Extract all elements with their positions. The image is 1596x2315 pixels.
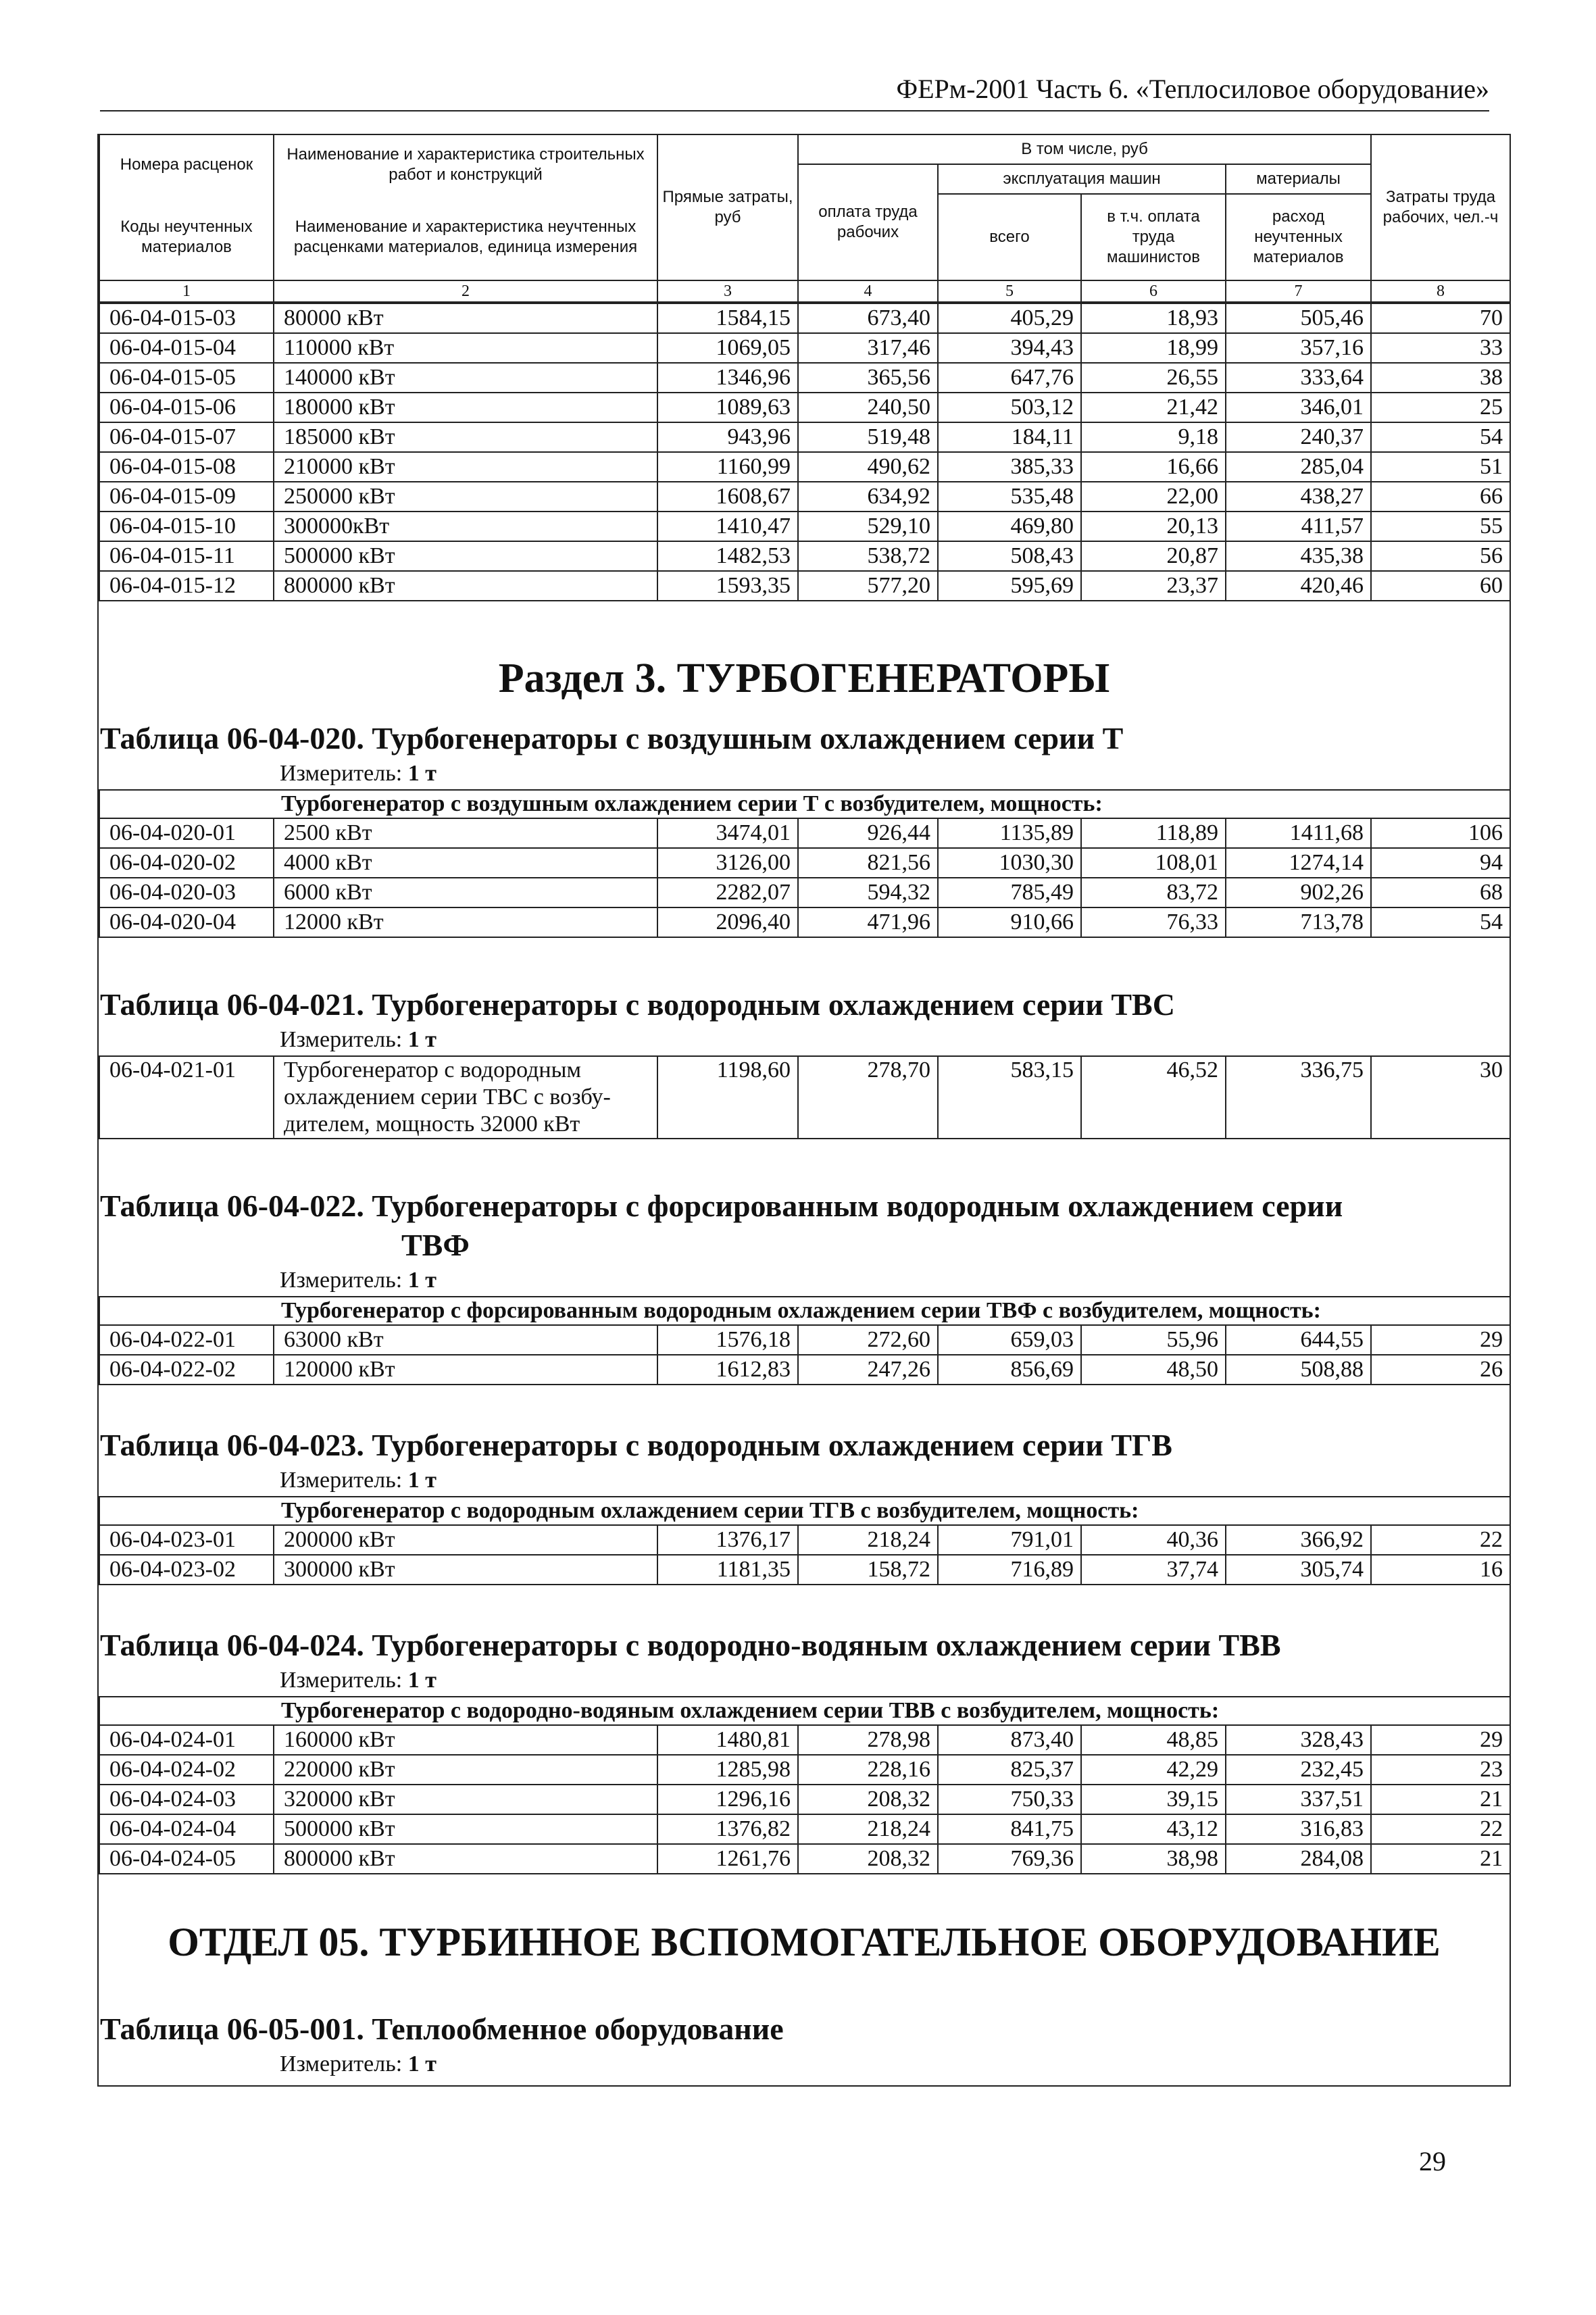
material-consumption-cell: 284,08	[1226, 1844, 1371, 1874]
table-title-020: Таблица 06-04-020. Турбогенераторы с воздушным охлаждением серии Т	[100, 721, 1124, 755]
rate-code-cell: 06-04-015-07	[99, 422, 274, 452]
material-consumption-cell: 337,51	[1226, 1785, 1371, 1814]
header-machines-total: всего	[938, 194, 1081, 280]
labor-hours-cell: 68	[1371, 878, 1510, 907]
direct-costs-cell: 3126,00	[657, 848, 798, 878]
table-022	[99, 1296, 1511, 1385]
machinists-pay-cell: 38,98	[1081, 1844, 1226, 1874]
table-row	[99, 363, 1510, 393]
item-name-cell: 6000 кВт	[274, 878, 657, 907]
machines-total-cell: 394,43	[938, 333, 1081, 363]
machinists-pay-cell: 26,55	[1081, 363, 1226, 393]
material-consumption-cell: 420,46	[1226, 571, 1371, 601]
labor-hours-cell: 33	[1371, 333, 1510, 363]
measure-unit: Измеритель: 1 т	[280, 1268, 437, 1293]
table-row	[99, 422, 1510, 452]
worker-pay-cell: 272,60	[798, 1325, 938, 1355]
machinists-pay-cell: 21,42	[1081, 393, 1226, 422]
table-row	[99, 1056, 1510, 1139]
machines-total-cell: 910,66	[938, 907, 1081, 937]
item-name-cell: 80000 кВт	[274, 303, 657, 333]
worker-pay-cell: 218,24	[798, 1525, 938, 1555]
header-material-codes: Коды неучтенных материалов	[99, 194, 274, 280]
machines-total-cell: 508,43	[938, 541, 1081, 571]
rate-code-cell: 06-04-022-02	[99, 1355, 274, 1385]
rate-code-cell: 06-04-024-05	[99, 1844, 274, 1874]
machines-total-cell: 873,40	[938, 1725, 1081, 1755]
machines-total-cell: 184,11	[938, 422, 1081, 452]
rate-code-cell: 06-04-015-11	[99, 541, 274, 571]
worker-pay-cell: 594,32	[798, 878, 938, 907]
direct-costs-cell: 1346,96	[657, 363, 798, 393]
item-name-cell: 185000 кВт	[274, 422, 657, 452]
rate-code-cell: 06-04-020-02	[99, 848, 274, 878]
direct-costs-cell: 3474,01	[657, 818, 798, 848]
rate-code-cell: 06-04-023-02	[99, 1555, 274, 1585]
material-consumption-cell: 357,16	[1226, 333, 1371, 363]
material-consumption-cell: 1274,14	[1226, 848, 1371, 878]
labor-hours-cell: 21	[1371, 1844, 1510, 1874]
machines-total-cell: 503,12	[938, 393, 1081, 422]
labor-hours-cell: 51	[1371, 452, 1510, 482]
machines-total-cell: 841,75	[938, 1814, 1081, 1844]
table-row	[99, 571, 1510, 601]
labor-hours-cell: 55	[1371, 512, 1510, 541]
direct-costs-cell: 1576,18	[657, 1325, 798, 1355]
worker-pay-cell: 634,92	[798, 482, 938, 512]
labor-hours-cell: 106	[1371, 818, 1510, 848]
column-number: 7	[1226, 280, 1371, 302]
labor-hours-cell: 21	[1371, 1785, 1510, 1814]
table-row	[99, 393, 1510, 422]
machinists-pay-cell: 83,72	[1081, 878, 1226, 907]
labor-hours-cell: 54	[1371, 422, 1510, 452]
table-row	[99, 1755, 1510, 1785]
machines-total-cell: 583,15	[938, 1056, 1081, 1139]
machines-total-cell: 469,80	[938, 512, 1081, 541]
rate-code-cell: 06-04-015-09	[99, 482, 274, 512]
labor-hours-cell: 70	[1371, 303, 1510, 333]
rate-code-cell: 06-04-023-01	[99, 1525, 274, 1555]
table-row	[99, 1814, 1510, 1844]
material-consumption-cell: 902,26	[1226, 878, 1371, 907]
rate-code-cell: 06-04-024-03	[99, 1785, 274, 1814]
item-name-cell: 120000 кВт	[274, 1355, 657, 1385]
item-name-cell: 800000 кВт	[274, 1844, 657, 1874]
direct-costs-cell: 1181,35	[657, 1555, 798, 1585]
machines-total-cell: 716,89	[938, 1555, 1081, 1585]
direct-costs-cell: 1198,60	[657, 1056, 798, 1139]
machinists-pay-cell: 18,93	[1081, 303, 1226, 333]
column-number: 8	[1371, 280, 1510, 302]
table-row	[99, 1785, 1510, 1814]
measure-unit: Измеритель: 1 т	[280, 1468, 437, 1493]
direct-costs-cell: 1069,05	[657, 333, 798, 363]
column-header-table	[99, 134, 1511, 303]
rate-code-cell: 06-04-022-01	[99, 1325, 274, 1355]
item-name-cell: 140000 кВт	[274, 363, 657, 393]
worker-pay-cell: 471,96	[798, 907, 938, 937]
machinists-pay-cell: 118,89	[1081, 818, 1226, 848]
labor-hours-cell: 60	[1371, 571, 1510, 601]
machinists-pay-cell: 16,66	[1081, 452, 1226, 482]
rate-code-cell: 06-04-024-02	[99, 1755, 274, 1785]
item-name-cell: 320000 кВт	[274, 1785, 657, 1814]
machines-total-cell: 825,37	[938, 1755, 1081, 1785]
direct-costs-cell: 1584,15	[657, 303, 798, 333]
rate-code-cell: 06-04-015-08	[99, 452, 274, 482]
column-number: 4	[798, 280, 938, 302]
table-row	[99, 1525, 1510, 1555]
column-number: 5	[938, 280, 1081, 302]
header-material-consumption: расход неучтенных материалов	[1226, 194, 1371, 280]
material-consumption-cell: 508,88	[1226, 1355, 1371, 1385]
direct-costs-cell: 1480,81	[657, 1725, 798, 1755]
machines-total-cell: 385,33	[938, 452, 1081, 482]
material-consumption-cell: 713,78	[1226, 907, 1371, 937]
worker-pay-cell: 208,32	[798, 1785, 938, 1814]
item-name-cell: 300000кВт	[274, 512, 657, 541]
machines-total-cell: 856,69	[938, 1355, 1081, 1385]
machinists-pay-cell: 76,33	[1081, 907, 1226, 937]
material-consumption-cell: 346,01	[1226, 393, 1371, 422]
header-labor-hours: Затраты труда рабочих, чел.-ч	[1371, 134, 1510, 280]
department-title: ОТДЕЛ 05. ТУРБИННОЕ ВСПОМОГАТЕЛЬНОЕ ОБОРУДОВАНИЕ	[168, 1920, 1441, 1964]
worker-pay-cell: 240,50	[798, 393, 938, 422]
column-number: 2	[274, 280, 657, 302]
labor-hours-cell: 38	[1371, 363, 1510, 393]
material-consumption-cell: 435,38	[1226, 541, 1371, 571]
worker-pay-cell: 317,46	[798, 333, 938, 363]
direct-costs-cell: 2096,40	[657, 907, 798, 937]
worker-pay-cell: 278,70	[798, 1056, 938, 1139]
machinists-pay-cell: 37,74	[1081, 1555, 1226, 1585]
table-title-023: Таблица 06-04-023. Турбогенераторы с водородным охлаждением серии ТГВ	[100, 1428, 1172, 1462]
rate-code-cell: 06-04-015-04	[99, 333, 274, 363]
machinists-pay-cell: 23,37	[1081, 571, 1226, 601]
worker-pay-cell: 577,20	[798, 571, 938, 601]
material-consumption-cell: 232,45	[1226, 1755, 1371, 1785]
table-row	[99, 482, 1510, 512]
item-name-cell: 210000 кВт	[274, 452, 657, 482]
column-number-row	[99, 280, 1510, 302]
labor-hours-cell: 29	[1371, 1725, 1510, 1755]
rate-code-cell: 06-04-015-06	[99, 393, 274, 422]
machinists-pay-cell: 9,18	[1081, 422, 1226, 452]
header-materials: материалы	[1226, 164, 1371, 194]
labor-hours-cell: 22	[1371, 1814, 1510, 1844]
material-consumption-cell: 316,83	[1226, 1814, 1371, 1844]
header-machinists-pay: в т.ч. оплата труда машинистов	[1081, 194, 1226, 280]
item-name-cell: 110000 кВт	[274, 333, 657, 363]
direct-costs-cell: 1612,83	[657, 1355, 798, 1385]
header-including: В том числе, руб	[798, 134, 1371, 164]
worker-pay-cell: 538,72	[798, 541, 938, 571]
rate-code-cell: 06-04-024-01	[99, 1725, 274, 1755]
labor-hours-cell: 23	[1371, 1755, 1510, 1785]
item-name-cell: 250000 кВт	[274, 482, 657, 512]
direct-costs-cell: 1608,67	[657, 482, 798, 512]
worker-pay-cell: 519,48	[798, 422, 938, 452]
machinists-pay-cell: 43,12	[1081, 1814, 1226, 1844]
table-023	[99, 1496, 1511, 1585]
labor-hours-cell: 30	[1371, 1056, 1510, 1139]
machines-total-cell: 1135,89	[938, 818, 1081, 848]
machinists-pay-cell: 39,15	[1081, 1785, 1226, 1814]
header-rate-number: Номера расценок	[99, 134, 274, 194]
column-number: 1	[99, 280, 274, 302]
rate-code-cell: 06-04-020-01	[99, 818, 274, 848]
subheading-024: Турбогенератор с водородно-водяным охлаждением серии ТВВ с возбудителем, мощность:	[99, 1697, 1510, 1725]
material-consumption-cell: 366,92	[1226, 1525, 1371, 1555]
header-worker-pay: оплата труда рабочих	[798, 164, 938, 280]
labor-hours-cell: 66	[1371, 482, 1510, 512]
machinists-pay-cell: 48,85	[1081, 1725, 1226, 1755]
table-015-rows	[99, 303, 1511, 601]
material-consumption-cell: 285,04	[1226, 452, 1371, 482]
worker-pay-cell: 490,62	[798, 452, 938, 482]
worker-pay-cell: 673,40	[798, 303, 938, 333]
worker-pay-cell: 228,16	[798, 1755, 938, 1785]
direct-costs-cell: 943,96	[657, 422, 798, 452]
worker-pay-cell: 218,24	[798, 1814, 938, 1844]
direct-costs-cell: 1261,76	[657, 1844, 798, 1874]
machinists-pay-cell: 108,01	[1081, 848, 1226, 878]
table-title-022: Таблица 06-04-022. Турбогенераторы с форсированным водородным охлаждением серии ТВФ	[100, 1189, 1343, 1262]
item-name-cell: 63000 кВт	[274, 1325, 657, 1355]
rate-code-cell: 06-04-015-12	[99, 571, 274, 601]
machinists-pay-cell: 42,29	[1081, 1755, 1226, 1785]
item-name-cell: 180000 кВт	[274, 393, 657, 422]
rate-code-cell: 06-04-020-04	[99, 907, 274, 937]
labor-hours-cell: 16	[1371, 1555, 1510, 1585]
labor-hours-cell: 25	[1371, 393, 1510, 422]
material-consumption-cell: 336,75	[1226, 1056, 1371, 1139]
header-machines: эксплуатация машин	[938, 164, 1226, 194]
material-consumption-cell: 505,46	[1226, 303, 1371, 333]
machines-total-cell: 791,01	[938, 1525, 1081, 1555]
item-name-cell: 2500 кВт	[274, 818, 657, 848]
measure-unit: Измеритель: 1 т	[280, 2051, 437, 2076]
worker-pay-cell: 158,72	[798, 1555, 938, 1585]
machines-total-cell: 405,29	[938, 303, 1081, 333]
table-row	[99, 1325, 1510, 1355]
machinists-pay-cell: 55,96	[1081, 1325, 1226, 1355]
table-row	[99, 452, 1510, 482]
labor-hours-cell: 94	[1371, 848, 1510, 878]
table-row	[99, 541, 1510, 571]
table-row	[99, 848, 1510, 878]
machinists-pay-cell: 48,50	[1081, 1355, 1226, 1385]
table-row	[99, 1725, 1510, 1755]
material-consumption-cell: 305,74	[1226, 1555, 1371, 1585]
direct-costs-cell: 2282,07	[657, 878, 798, 907]
machinists-pay-cell: 22,00	[1081, 482, 1226, 512]
worker-pay-cell: 926,44	[798, 818, 938, 848]
item-name-cell: 12000 кВт	[274, 907, 657, 937]
machinists-pay-cell: 40,36	[1081, 1525, 1226, 1555]
table-row	[99, 303, 1510, 333]
material-consumption-cell: 644,55	[1226, 1325, 1371, 1355]
machines-total-cell: 659,03	[938, 1325, 1081, 1355]
rate-code-cell: 06-04-024-04	[99, 1814, 274, 1844]
direct-costs-cell: 1160,99	[657, 452, 798, 482]
worker-pay-cell: 247,26	[798, 1355, 938, 1385]
table-row	[99, 512, 1510, 541]
direct-costs-cell: 1296,16	[657, 1785, 798, 1814]
machines-total-cell: 647,76	[938, 363, 1081, 393]
labor-hours-cell: 22	[1371, 1525, 1510, 1555]
machinists-pay-cell: 18,99	[1081, 333, 1226, 363]
direct-costs-cell: 1285,98	[657, 1755, 798, 1785]
item-name-cell: Турбогенератор с водородным охлаждением серии ТВС с возбу-дителем, мощность 32000 кВт	[274, 1056, 657, 1139]
item-name-cell: 500000 кВт	[274, 1814, 657, 1844]
machines-total-cell: 1030,30	[938, 848, 1081, 878]
worker-pay-cell: 208,32	[798, 1844, 938, 1874]
labor-hours-cell: 29	[1371, 1325, 1510, 1355]
machines-total-cell: 595,69	[938, 571, 1081, 601]
measure-unit: Измеритель: 1 т	[280, 1668, 437, 1693]
page-header: ФЕРм-2001 Часть 6. «Теплосиловое оборудование»	[100, 73, 1489, 111]
machinists-pay-cell: 46,52	[1081, 1056, 1226, 1139]
table-row	[99, 907, 1510, 937]
subheading-022: Турбогенератор с форсированным водородным охлаждением серии ТВФ с возбудителем, мощность:	[99, 1297, 1510, 1325]
machines-total-cell: 785,49	[938, 878, 1081, 907]
machines-total-cell: 769,36	[938, 1844, 1081, 1874]
direct-costs-cell: 1089,63	[657, 393, 798, 422]
direct-costs-cell: 1482,53	[657, 541, 798, 571]
item-name-cell: 200000 кВт	[274, 1525, 657, 1555]
machines-total-cell: 750,33	[938, 1785, 1081, 1814]
table-title-05-001: Таблица 06-05-001. Теплообменное оборудование	[100, 2012, 784, 2046]
section-title: Раздел 3. ТУРБОГЕНЕРАТОРЫ	[498, 655, 1110, 701]
machinists-pay-cell: 20,87	[1081, 541, 1226, 571]
item-name-cell: 300000 кВт	[274, 1555, 657, 1585]
worker-pay-cell: 365,56	[798, 363, 938, 393]
header-material-names: Наименование и характеристика неучтенных расценками материалов, единица измерения	[274, 194, 657, 280]
material-consumption-cell: 411,57	[1226, 512, 1371, 541]
direct-costs-cell: 1593,35	[657, 571, 798, 601]
item-name-cell: 160000 кВт	[274, 1725, 657, 1755]
direct-costs-cell: 1376,82	[657, 1814, 798, 1844]
worker-pay-cell: 278,98	[798, 1725, 938, 1755]
material-consumption-cell: 438,27	[1226, 482, 1371, 512]
page-number: 29	[1419, 2146, 1446, 2176]
worker-pay-cell: 529,10	[798, 512, 938, 541]
table-title-021: Таблица 06-04-021. Турбогенераторы с водородным охлаждением серии ТВС	[100, 987, 1175, 1022]
table-row	[99, 1355, 1510, 1385]
rate-code-cell: 06-04-015-10	[99, 512, 274, 541]
item-name-cell: 4000 кВт	[274, 848, 657, 878]
document-body	[97, 134, 1511, 2087]
table-row	[99, 878, 1510, 907]
table-024	[99, 1696, 1511, 1874]
column-number: 6	[1081, 280, 1226, 302]
item-name-cell: 220000 кВт	[274, 1755, 657, 1785]
labor-hours-cell: 26	[1371, 1355, 1510, 1385]
table-title-024: Таблица 06-04-024. Турбогенераторы с водородно-водяным охлаждением серии ТВВ	[100, 1628, 1281, 1662]
table-021	[99, 1055, 1511, 1139]
machines-total-cell: 535,48	[938, 482, 1081, 512]
measure-unit: Измеритель: 1 т	[280, 1027, 437, 1052]
table-row	[99, 333, 1510, 363]
rate-code-cell: 06-04-020-03	[99, 878, 274, 907]
table-row	[99, 1555, 1510, 1585]
rate-code-cell: 06-04-015-05	[99, 363, 274, 393]
item-name-cell: 500000 кВт	[274, 541, 657, 571]
rate-code-cell: 06-04-015-03	[99, 303, 274, 333]
subheading-020: Турбогенератор с воздушным охлаждением серии Т с возбудителем, мощность:	[99, 790, 1510, 818]
column-number: 3	[657, 280, 798, 302]
machinists-pay-cell: 20,13	[1081, 512, 1226, 541]
direct-costs-cell: 1376,17	[657, 1525, 798, 1555]
subheading-023: Турбогенератор с водородным охлаждением серии ТГВ с возбудителем, мощность:	[99, 1497, 1510, 1525]
table-020	[99, 789, 1511, 938]
table-row	[99, 818, 1510, 848]
worker-pay-cell: 821,56	[798, 848, 938, 878]
material-consumption-cell: 328,43	[1226, 1725, 1371, 1755]
item-name-cell: 800000 кВт	[274, 571, 657, 601]
labor-hours-cell: 54	[1371, 907, 1510, 937]
table-row	[99, 1844, 1510, 1874]
measure-unit: Измеритель: 1 т	[280, 761, 437, 786]
header-work-name: Наименование и характеристика строительных работ и конструкций	[274, 134, 657, 194]
labor-hours-cell: 56	[1371, 541, 1510, 571]
material-consumption-cell: 240,37	[1226, 422, 1371, 452]
rate-code-cell: 06-04-021-01	[99, 1056, 274, 1139]
material-consumption-cell: 1411,68	[1226, 818, 1371, 848]
material-consumption-cell: 333,64	[1226, 363, 1371, 393]
direct-costs-cell: 1410,47	[657, 512, 798, 541]
header-direct-costs: Прямые затраты, руб	[657, 134, 798, 280]
